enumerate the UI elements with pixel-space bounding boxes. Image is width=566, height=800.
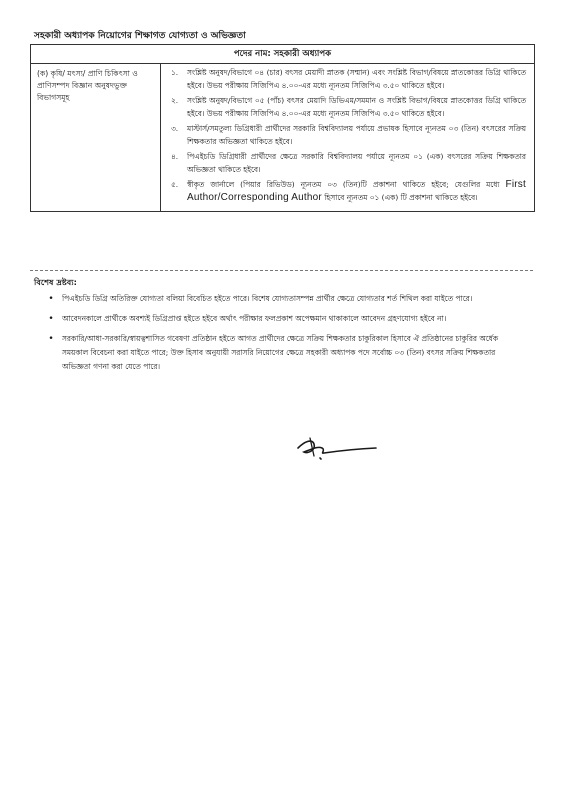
department-cell: (ক) কৃষি/ মৎস্য/ প্রাণি চিকিৎসা ও প্রাণিসম্পদ বিজ্ঞান অনুষদভুক্ত বিভাগসমূহ xyxy=(31,64,161,211)
note-text: আবেদনকালে প্রার্থীকে অবশ্যই ডিগ্রিপ্রাপ্ত হইতে হইবে অর্থাৎ পরীক্ষার ফলপ্রকাশ অপেক্ষমান থাকাকালে আবেদন গ্রহণযোগ্য হইবে না। xyxy=(62,314,447,323)
criteria-item xyxy=(171,151,526,176)
notes-list xyxy=(40,292,520,380)
criteria-item xyxy=(171,123,526,148)
criteria-item xyxy=(171,67,526,92)
criteria-text: পিএইচডি ডিগ্রিধারী প্রার্থীদের ক্ষেত্রে সরকারি বিশ্ববিদ্যালয় পর্যায়ে ন্যূনতম ০১ (এক) বৎসরের সক্রিয় শিক্ষকতার অভিজ্ঞতা থাকিতে হইবে। xyxy=(187,152,526,174)
bullet-icon: • xyxy=(48,294,54,304)
list-item xyxy=(40,292,520,306)
criteria-text-part: হিসাবে ন্যূনতম ০১ (এক) টি প্রকাশনা থাকিতে হইবে। xyxy=(324,192,478,202)
bullet-icon: • xyxy=(48,314,54,324)
criteria-item xyxy=(171,95,526,120)
criteria-number: ৩. xyxy=(171,124,179,133)
bullet-icon: • xyxy=(48,334,54,344)
note-text: পিএইচডি ডিগ্রি অতিরিক্ত যোগ্যতা বলিয়া বিবেচিত হইতে পারে। বিশেষ যোগ্যতাসম্পন্ন প্রার্থীর ক্ষেত্রে যোগ্যতার শর্ত শিথিল করা যাইতে পারে। xyxy=(62,294,473,303)
criteria-text-part: স্বীকৃত জার্নালে (পিয়ার রিভিউড) ন্যূনতম ০৩ (তিন)টি প্রকাশনা থাকিতে হইবে; যেগুলির মধ্যে xyxy=(187,180,500,189)
qualification-table xyxy=(30,44,535,212)
criteria-text xyxy=(187,179,526,204)
criteria-cell xyxy=(161,64,534,211)
notes-heading: বিশেষ দ্রষ্টব্য: xyxy=(34,277,77,287)
signature xyxy=(290,432,380,462)
table-row xyxy=(31,64,534,211)
document-title: সহকারী অধ্যাপক নিয়োগের শিক্ষাগত যোগ্যতা ও অভিজ্ঞতা xyxy=(34,31,246,41)
section-divider xyxy=(30,270,533,271)
list-item xyxy=(40,312,520,326)
post-name-header: পদের নাম: সহকারী অধ্যাপক xyxy=(31,45,534,64)
criteria-number: ৫. xyxy=(171,180,179,189)
author-role-text: First Author/Corresponding Author xyxy=(187,179,526,203)
note-text: সরকারি/আধা-সরকারি/স্বায়ত্বশাসিত গবেষণা প্রতিষ্ঠান হইতে আগত প্রার্থীদের ক্ষেত্রে সক্রিয় শিক্ষকতার চাকুরিকাল হিসাবে ঐ প্রতিষ্ঠানের চাকুরির অর্ধেক সময়কাল বিবেচনা করা যাইতে পারে; উক্ত হিসাব অনুযায়ী সরাসরি নিয়োগের ক্ষেত্রে সহকারী অধ্যাপক পদে সর্বোচ্চ ০৩ (তিন) বৎসর সক্রিয় শিক্ষকতার অভিজ্ঞতা গণনা করা যেতে পারে। xyxy=(62,334,498,371)
criteria-text: সংশ্লিষ্ট অনুষদ/বিভাগে ০৫ (পাঁচ) বৎসর মেয়াদি ডিভিএম/সমমান ও সংশ্লিষ্ট বিভাগ/বিষয়ে স্নাতকোত্তর ডিগ্রি থাকিতে হইবে। উভয় পরীক্ষায় সিজিপিএ ৪.০০-এর মধ্যে ন্যূনতম সিজিপিএ ৩.৫০ থাকিতে হইবে। xyxy=(187,96,526,118)
criteria-text: মাস্টার্স/সমতুল্য ডিগ্রিধারী প্রার্থীদের সরকারি বিশ্ববিদ্যালয় পর্যায়ে প্রভাষক হিসাবে ন্যূনতম ০৩ (তিন) বৎসরের সক্রিয় শিক্ষকতার অভিজ্ঞতা থাকিতে হইবে। xyxy=(187,124,526,146)
criteria-number: ৪. xyxy=(171,152,179,161)
list-item xyxy=(40,332,520,374)
criteria-number: ১. xyxy=(171,68,179,77)
criteria-item xyxy=(171,179,526,204)
criteria-number: ২. xyxy=(171,96,179,105)
criteria-text: সংশ্লিষ্ট অনুষদ/বিভাগে ০৪ (চার) বৎসর মেয়াদী স্নাতক (সম্মান) এবং সংশ্লিষ্ট বিভাগ/বিষয়ে স্নাতকোত্তর ডিগ্রি থাকিতে হইবে। উভয় পরীক্ষায় সিজিপিএ ৪.০০-এর মধ্যে ন্যূনতম সিজিপিএ ৩.৫০ থাকিতে হইবে। xyxy=(187,68,526,90)
